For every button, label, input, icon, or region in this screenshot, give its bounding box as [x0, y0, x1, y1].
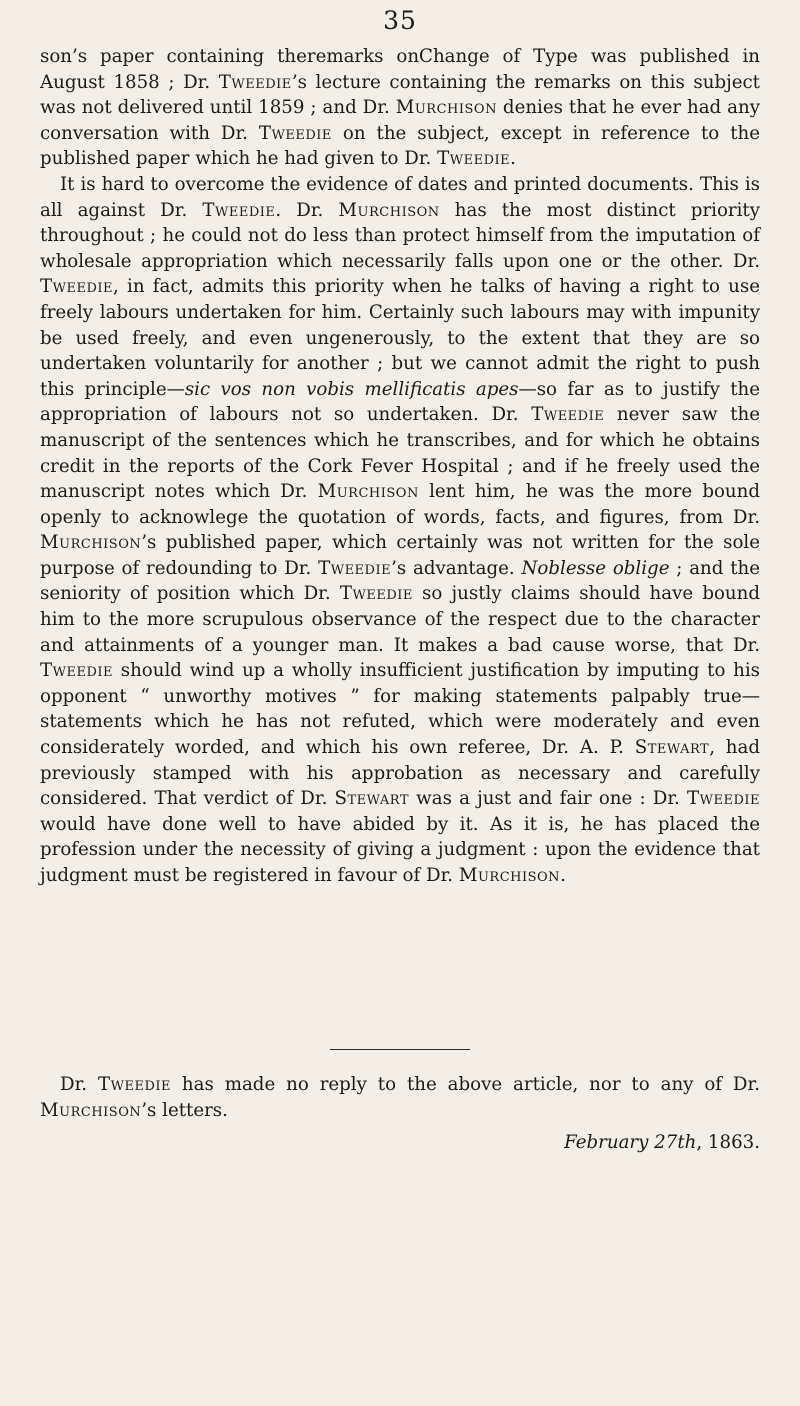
name-tweedie: Tweedie [40, 660, 114, 682]
text-run: ’s letters. [141, 1099, 228, 1121]
text-run: . Dr. [275, 199, 339, 221]
text-run: lent him, he was the more bound openly to acknowlege the quotation of words, facts, and figures, from Dr. [40, 481, 761, 528]
page-number: 35 [383, 6, 417, 35]
text-run: ’s published paper, which certainly was not written for the sole purpose of redounding to Dr. [40, 532, 760, 579]
name-murchison: Murchison [458, 865, 561, 886]
name-stewart: Stewart [634, 737, 710, 759]
text-run: . [560, 865, 566, 886]
name-tweedie: Tweedie [339, 583, 413, 605]
note-paragraph [40, 1072, 760, 1123]
text-run: so justly claims should have bound him to the more scrupulous observance of the respect due to the character and attainments of a younger man. It makes a bad cause worse, that Dr. [40, 583, 760, 656]
name-tweedie: Tweedie [218, 71, 292, 93]
name-tweedie: Tweedie [97, 1074, 171, 1095]
editorial-note [40, 1072, 760, 1123]
french-phrase: Noblesse oblige [521, 557, 670, 579]
text-run: on the subject, except in reference to the published paper which he had given to Dr. [40, 122, 761, 170]
latin-quote: sic vos non vobis mellificatis apes [184, 378, 519, 400]
paragraph-1 [40, 44, 760, 172]
name-murchison: Murchison [338, 199, 440, 221]
section-divider [330, 1049, 470, 1050]
name-tweedie: Tweedie [202, 199, 276, 221]
text-run: was a just and fair one : Dr. [409, 788, 687, 810]
text-run: never saw the manuscript of the sentences which he transcribes, and for which he obtains credit in the reports of the Cork Fever Hospital ; and if he freely used the manuscript notes which Dr. [40, 404, 760, 503]
paragraph-2 [40, 172, 760, 889]
text-run: , had previously stamped with his approbation as necessary and carefully considered. That verdict of Dr. [40, 737, 761, 810]
name-murchison: Murchison [40, 532, 142, 554]
text-run: has the most distinct priority throughout ; he could not do less than protect himself from the imputation of wholesale appropriation which necessarily falls upon one or the other. Dr. [40, 199, 760, 272]
text-run: would have done well to have abided by it. As it is, he has placed the profession under the necessity of giving a judgment : upon the evidence that judgment must be registered in favour of Dr. [40, 813, 760, 886]
text-run: ’s lecture containing the remarks on this subject was not delivered until 1859 ; and Dr. [40, 71, 760, 119]
text-run: son’s paper containing theremarks onChange of Type was published in August 1858 ; Dr. [40, 46, 760, 93]
article-body [40, 44, 760, 889]
name-tweedie: Tweedie [437, 148, 511, 170]
text-run: should wind up a wholly insufficient justification by imputing to his opponent “ unworthy motives ” for making statements palpably true—statements which he has not refuted, which were moderately and even considerately worded, and which his own referee, Dr. A. P. [40, 660, 760, 759]
name-stewart: Stewart [334, 788, 409, 810]
text-run: —so far as to justify the appropriation of labours not so undertaken. Dr. [40, 378, 761, 426]
date-month-day: February 27th [564, 1132, 697, 1153]
text-run: ; and the seniority of position which Dr. [40, 557, 761, 605]
name-murchison: Murchison [40, 1099, 142, 1121]
text-run: ’s advantage. [391, 557, 522, 579]
name-tweedie: Tweedie [258, 122, 332, 144]
text-run: . [510, 148, 516, 170]
name-murchison: Murchison [317, 481, 419, 503]
name-tweedie: Tweedie [686, 788, 760, 810]
dateline [564, 1130, 760, 1156]
date-year: , 1863. [696, 1132, 760, 1153]
name-tweedie: Tweedie [318, 557, 392, 579]
text-run: Dr. [60, 1074, 98, 1095]
name-tweedie: Tweedie [40, 276, 114, 298]
text-run: has made no reply to the above article, nor to any of Dr. [171, 1074, 760, 1095]
name-tweedie: Tweedie [531, 404, 605, 426]
text-run: , in fact, admits this priority when he talks of having a right to use freely labours undertaken for him. Certainly such labours may with impunity be used freely, and even ungenerously, to the extent that they are so undertaken voluntarily for another ; but we cannot admit the right to push this principle— [40, 276, 760, 400]
name-murchison: Murchison [395, 97, 497, 119]
text-run: denies that he ever had any conversation with Dr. [40, 97, 760, 144]
text-run: It is hard to overcome the evidence of dates and printed documents. This is all against Dr. [40, 173, 760, 221]
